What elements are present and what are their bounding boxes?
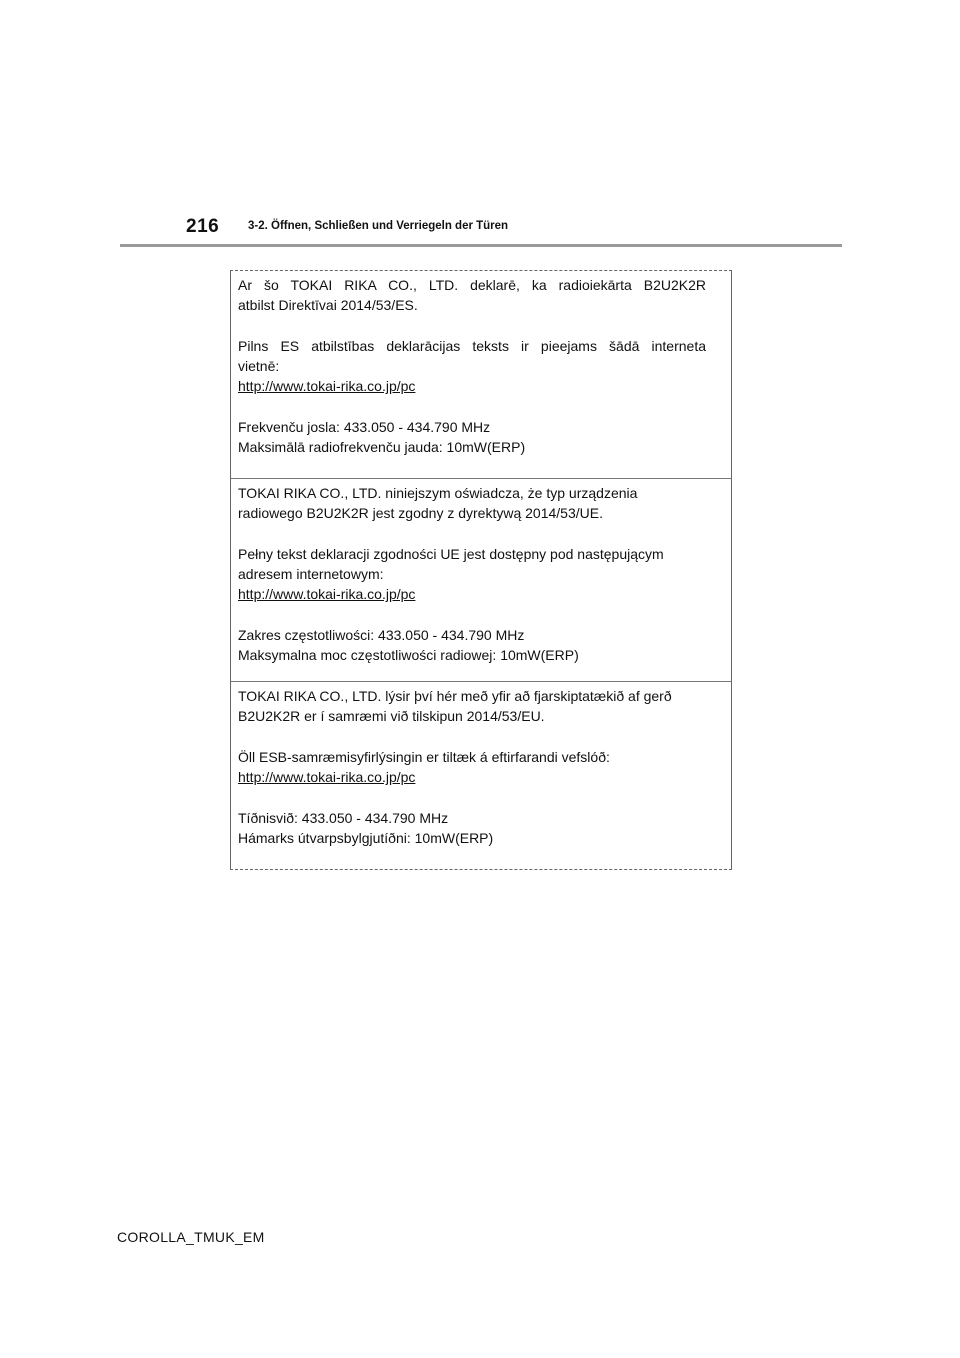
section-title: 3-2. Öffnen, Schließen und Verriegeln der Türen [248, 220, 509, 232]
declaration-paragraph [238, 275, 706, 315]
declaration-panel-pl [231, 478, 731, 681]
declaration-paragraph [238, 686, 706, 726]
fulltext-line: Pełny tekst deklaracji zgodności UE jest dostępny pod następującym [238, 546, 664, 562]
frequency-band: Tíðnisvið: 433.050 - 434.790 MHz [238, 810, 449, 826]
declaration-line: radiowego B2U2K2R jest zgodny z dyrektywą 2014/53/UE. [238, 505, 603, 521]
fulltext-line: Öll ESB-samræmisyfirlýsingin er tiltæk á eftirfarandi vefslóð: [238, 749, 610, 765]
declaration-line: Ar šo TOKAI RIKA CO., LTD. deklarē, ka radioiekārta B2U2K2R [238, 277, 706, 293]
declaration-url-link[interactable]: http://www.tokai-rika.co.jp/pc [238, 378, 416, 394]
declaration-url-link[interactable]: http://www.tokai-rika.co.jp/pc [238, 586, 416, 602]
declaration-line: atbilst Direktīvai 2014/53/ES. [238, 297, 418, 313]
declaration-panel-lv [231, 271, 731, 478]
fulltext-paragraph [238, 544, 706, 584]
page-number: 216 [186, 216, 220, 237]
declaration-line: TOKAI RIKA CO., LTD. lýsir því hér með yfir að fjarskiptatækið af gerð [238, 688, 672, 704]
fulltext-paragraph [238, 336, 706, 376]
declaration-paragraph [238, 483, 706, 523]
declaration-url-link[interactable]: http://www.tokai-rika.co.jp/pc [238, 769, 416, 785]
frequency-band: Frekvenču josla: 433.050 - 434.790 MHz [238, 419, 491, 435]
fulltext-line: Pilns ES atbilstības deklarācijas teksts ir pieejams šādā interneta [238, 338, 706, 354]
max-power: Hámarks útvarpsbylgjutíðni: 10mW(ERP) [238, 830, 494, 846]
declaration-line: TOKAI RIKA CO., LTD. niniejszym oświadcza, że typ urządzenia [238, 485, 638, 501]
header-rule [120, 244, 842, 247]
max-power: Maksymalna moc częstotliwości radiowej: 10mW(ERP) [238, 647, 579, 663]
frequency-band: Zakres częstotliwości: 433.050 - 434.790 MHz [238, 627, 525, 643]
frequency-paragraph [238, 808, 706, 848]
footer-code: COROLLA_TMUK_EM [117, 1229, 265, 1245]
max-power: Maksimālā radiofrekvenču jauda: 10mW(ERP) [238, 439, 526, 455]
declaration-panel-is [231, 681, 731, 869]
frequency-paragraph [238, 417, 706, 457]
declaration-line: B2U2K2R er í samræmi við tilskipun 2014/53/EU. [238, 708, 545, 724]
declaration-box [230, 270, 732, 870]
fulltext-line: adresem internetowym: [238, 566, 384, 582]
frequency-paragraph [238, 625, 706, 665]
fulltext-line: vietnē: [238, 358, 280, 374]
fulltext-paragraph [238, 747, 706, 767]
